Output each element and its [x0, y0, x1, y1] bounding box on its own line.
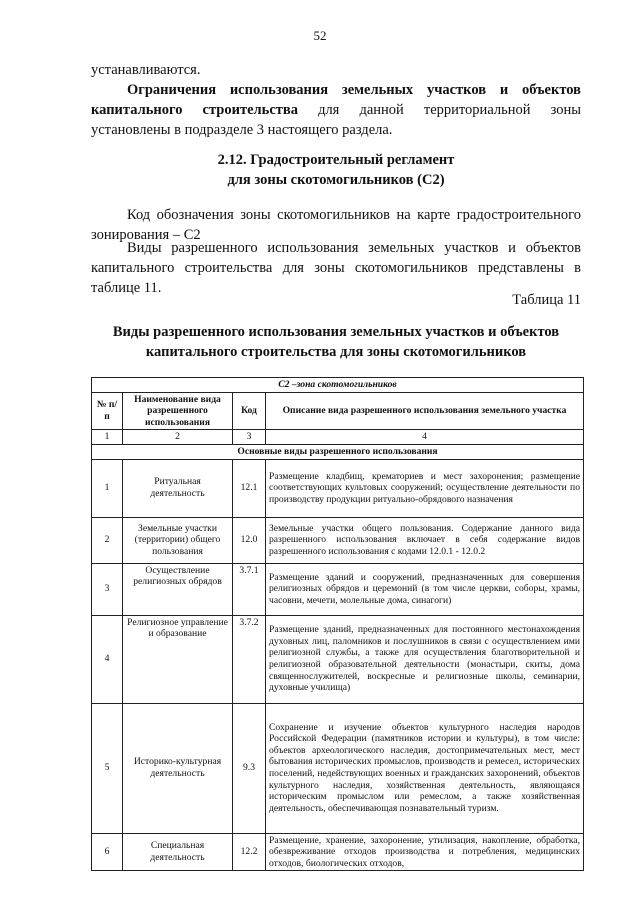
restrictions-bold-text: Ограничения использования земельных участков и объектов капитального строительства [91, 82, 581, 118]
use-code: 3.7.2 [233, 615, 266, 703]
section-row [92, 444, 584, 459]
use-code: 12.1 [233, 459, 266, 517]
header-name: Наименование вида разрешенного использования [123, 392, 233, 430]
table-row [92, 563, 584, 615]
table-row [92, 833, 584, 871]
row-number: 6 [92, 833, 123, 871]
use-name: Специальная деятельность [123, 833, 233, 871]
section-heading-line-2: для зоны скотомогильников (С2) [227, 172, 445, 188]
table-reference-paragraph: Виды разрешенного использования земельных участков и объектов капитального строительства для зоны скотомогильников представлены в таблице 11. [91, 240, 581, 296]
use-description: Земельные участки общего пользования. Содержание данного вида разрешенного использования включает в себя содержание видов разрешенного использования с кодами 12.0.1 - 12.0.2 [266, 517, 584, 563]
row-number: 4 [92, 615, 123, 703]
use-name: Осуществление религиозных обрядов [123, 563, 233, 615]
restrictions-text: для данной территориальной зоны установлены в подразделе 3 настоящего раздела. [91, 102, 581, 138]
use-name: Историко-культурная деятельность [123, 703, 233, 833]
table-row [92, 517, 584, 563]
row-number: 3 [92, 563, 123, 615]
permitted-use-table [91, 377, 584, 871]
column-index-row [92, 430, 584, 445]
column-index: 3 [233, 430, 266, 445]
column-index: 2 [123, 430, 233, 445]
zone-header-row [92, 378, 584, 393]
row-number: 1 [92, 459, 123, 517]
column-index: 4 [266, 430, 584, 445]
table-title-line-2: капитального строительства для зоны скотомогильников [145, 344, 527, 360]
paragraph-continuation: устанавливаются. [91, 62, 201, 78]
use-code: 3.7.1 [233, 563, 266, 615]
use-description: Сохранение и изучение объектов культурного наследия народов Российской Федерации (памятников истории и культуры), в том числе: объектов археологического наследия, достопримечательных мест, мест бытования исторических промыслов, производств и ремесел, исторических поселений, недействующих военных и гражданских захоронений, объектов культурного наследия, хозяйственная деятельность, являющаяся историческим промыслом или ремеслом, а также хозяйственная деятельность, обеспечивающая познавательный туризм. [266, 703, 584, 833]
use-name: Ритуальная деятельность [123, 459, 233, 517]
use-description: Размещение кладбищ, крематориев и мест захоронения; размещение соответствующих культовых сооружений; осуществление деятельности по производству продукции ритуально-обрядового назначения [266, 459, 584, 517]
section-heading: Основные виды разрешенного использования [92, 444, 584, 459]
table-title-line-1: Виды разрешенного использования земельных участков и объектов [112, 324, 560, 340]
zone-code-paragraph: Код обозначения зоны скотомогильников на карте градостроительного зонирования – С2 [91, 207, 581, 243]
use-code: 12.0 [233, 517, 266, 563]
restrictions-paragraph [91, 80, 581, 140]
row-number: 2 [92, 517, 123, 563]
column-index: 1 [92, 430, 123, 445]
use-code: 12.2 [233, 833, 266, 871]
use-code: 9.3 [233, 703, 266, 833]
table-row [92, 459, 584, 517]
use-description: Размещение зданий, предназначенных для постоянного местонахождения духовных лиц, паломников и послушников в связи с осуществлением ими религиозной службы, а также для осуществления благотворительной и религиозной образовательной деятельности (монастыри, скиты, дома священнослужителей, воскресные и религиозные школы, семинарии, духовные училища) [266, 615, 584, 703]
header-number: № п/п [92, 392, 123, 430]
page-number: 52 [313, 28, 327, 43]
row-number: 5 [92, 703, 123, 833]
use-name: Земельные участки (территории) общего пользования [123, 517, 233, 563]
use-description: Размещение зданий и сооружений, предназначенных для совершения религиозных обрядов и церемоний (в том числе церкви, соборы, храмы, часовни, мечети, молельные дома, синагоги) [266, 563, 584, 615]
column-header-row [92, 392, 584, 430]
use-name: Религиозное управление и образование [123, 615, 233, 703]
header-description: Описание вида разрешенного использования земельного участка [266, 392, 584, 430]
use-description: Размещение, хранение, захоронение, утилизация, накопление, обработка, обезвреживание отходов производства и потребления, медицинских отходов, биологических отходов, [266, 833, 584, 871]
table-row [92, 615, 584, 703]
section-heading-line-1: 2.12. Градостроительный регламент [217, 152, 455, 168]
table-label: Таблица 11 [512, 292, 581, 308]
header-code: Код [233, 392, 266, 430]
zone-header: С2 –зона скотомогильников [92, 378, 584, 393]
table-row [92, 703, 584, 833]
